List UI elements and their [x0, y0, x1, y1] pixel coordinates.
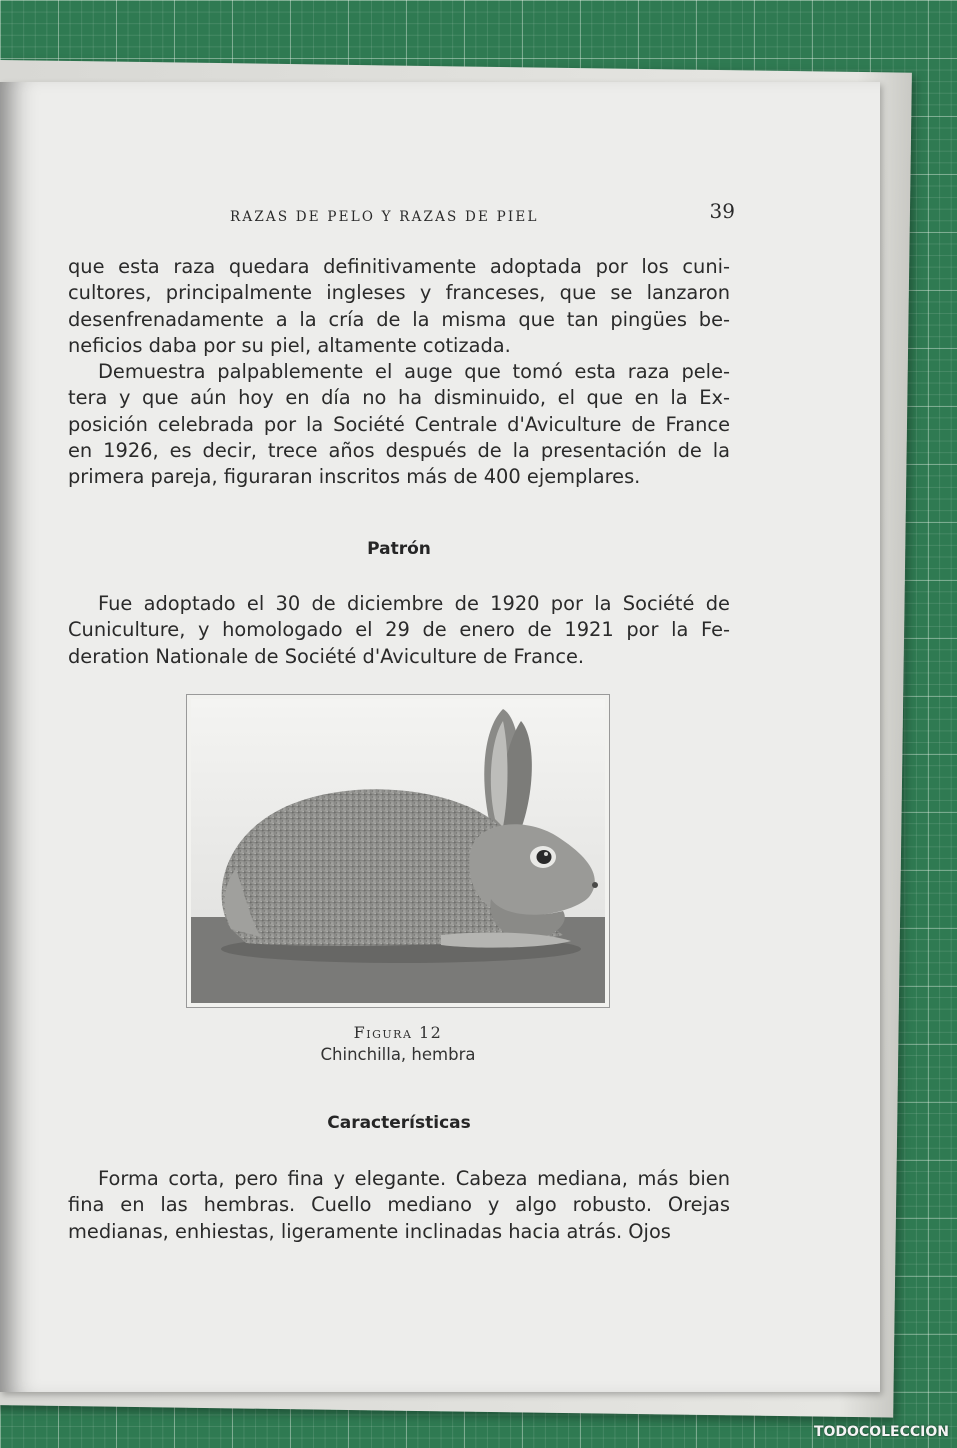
figure-caption: Chinchilla, hembra	[320, 1045, 476, 1064]
text-line: tera y que aún hoy en día no ha disminuido, el que en la Ex-	[68, 386, 730, 410]
text-line: que esta raza quedara definitivamente adoptada por los cuni-	[68, 255, 730, 278]
paragraph-continued	[68, 254, 730, 359]
caracteristicas-text	[68, 1166, 730, 1245]
rabbit-photo	[186, 694, 610, 1008]
page-header	[230, 199, 735, 235]
watermark: TODOCOLECCION	[813, 1424, 949, 1440]
text-line: cultores, principalmente ingleses y franceses, que se lanzaron	[68, 281, 730, 305]
text-line: desenfrenadamente a la cría de la misma que tan pingües be-	[68, 307, 730, 331]
page-number: 39	[709, 199, 735, 223]
intro-text	[68, 254, 730, 491]
text-line: medianas, enhiestas, ligeramente inclinadas hacia atrás. Ojos	[68, 1219, 671, 1243]
paragraph-caracteristicas	[68, 1166, 730, 1245]
paragraph-patron	[68, 591, 730, 670]
paragraph-auge	[68, 359, 730, 490]
text-line: posición celebrada por la Société Centrale d'Aviculture de	[68, 412, 666, 436]
text-line: de la primera pareja, figuraran inscritos más de 400 ejemplares.	[68, 439, 730, 489]
text-line: Fue adoptado el 30 de diciembre de 1920 por la Société de	[98, 592, 730, 615]
text-line: neficios daba por su piel, altamente cotizada.	[68, 333, 511, 357]
text-line: Demuestra palpablemente el auge que tomó esta raza pele-	[98, 360, 730, 384]
patron-text	[68, 591, 730, 670]
text-line: Cuniculture, y homologado el 29 de enero de 1921 por la Fe-	[68, 618, 730, 642]
text-line: deration Nationale de Société d'Aviculture de France.	[68, 644, 585, 668]
rabbit-illustration	[191, 699, 605, 1003]
text-line: Forma corta, pero fina y elegante. Cabeza mediana, más bien	[98, 1167, 730, 1190]
running-title: RAZAS DE PELO Y RAZAS DE PIEL	[230, 209, 539, 225]
section-heading-patron: Patrón	[367, 539, 431, 559]
figure-number: Figura 12	[353, 1023, 443, 1042]
section-heading-caracteristicas: Características	[327, 1113, 471, 1133]
text-line: fina en las hembras. Cuello mediano y algo robusto. Orejas	[68, 1193, 730, 1217]
text-line: France en 1926, es decir, trece años después de la presentación	[68, 412, 730, 463]
